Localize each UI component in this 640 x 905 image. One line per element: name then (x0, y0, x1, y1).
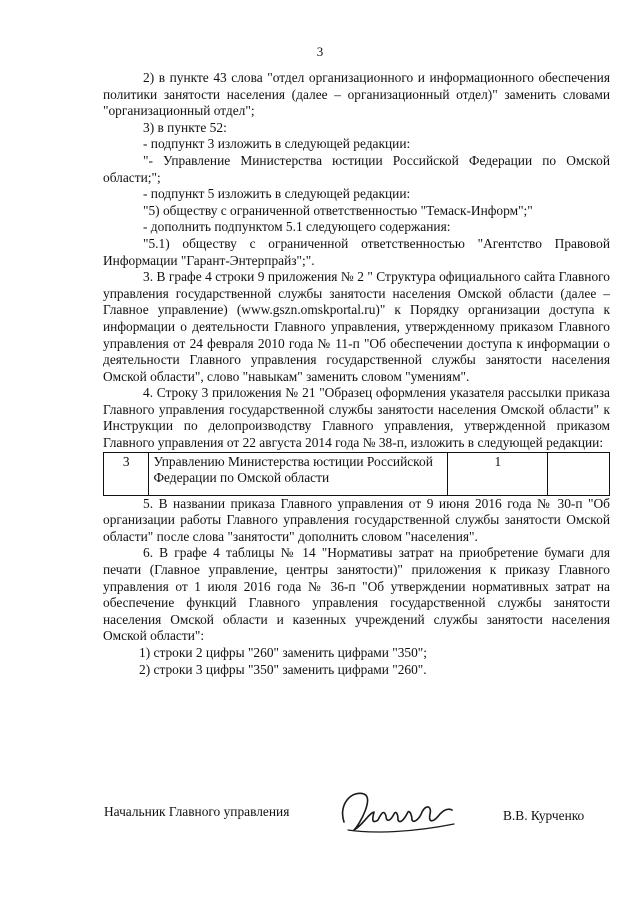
paragraph-subpoint-51-text: "5.1) обществу с ограниченной ответственностью "Агентство Правовой Информации "Гарант-Энтерпрайз";". (103, 235, 610, 268)
paragraph-subpoint-5: - подпункт 5 изложить в следующей редакции: (143, 186, 411, 202)
table-cell-recipient: Управлению Министерства юстиции Российской Федерации по Омской области (149, 452, 448, 495)
distribution-table (103, 452, 610, 496)
paragraph-subpoint-3: - подпункт 3 изложить в следующей редакции: (143, 136, 411, 152)
signature-block (0, 800, 640, 860)
table-cell-number: 3 (104, 452, 149, 495)
table-cell-copies: 1 (448, 452, 548, 495)
paragraph-6-item-2: 2) строки 3 цифры "350" заменить цифрами "260". (139, 661, 427, 677)
signature-icon (334, 784, 464, 844)
paragraph-6: 6. В графе 4 таблицы № 14 "Нормативы затрат на приобретение бумаги для печати (Главное управление, центры занятости)" приложения к приказу Главного управления от 1 июля 2016 года № 36-п "Об утверждении нормативных затрат на обеспечение функций Главного управления государственной службы занятости населения Омской области и казенных учреждений службы занятости населения Омской области": (103, 545, 610, 644)
paragraph-subpoint-5-text: "5) обществу с ограниченной ответственностью "Темаск-Информ";" (143, 202, 533, 218)
paragraph-point-52: 3) в пункте 52: (143, 119, 227, 135)
document-body (103, 70, 610, 678)
paragraph-6-item-1: 1) строки 2 цифры "260" заменить цифрами "350"; (139, 645, 427, 660)
paragraph-4: 4. Строку 3 приложения № 21 "Образец оформления указателя рассылки приказа Главного управления государственной службы занятости населения Омской области" к Инструкции по делопроизводству Главного управления, утвержденной приказом Главного управления от 22 августа 2014 года № 38-п, изложить в следующей редакции: (103, 385, 610, 451)
table-row (104, 452, 610, 495)
signatory-name: В.В. Курченко (503, 808, 585, 823)
table-cell-empty (548, 452, 610, 495)
paragraph-5: 5. В названии приказа Главного управления от 9 июня 2016 года № 30-п "Об организации работы Главного управления государственной службы занятости Омской области" после слова "занятости" дополнить словом "населения". (103, 495, 610, 544)
signatory-position: Начальник Главного управления (104, 804, 290, 819)
paragraph-subpoint-3-text: "- Управление Министерства юстиции Российской Федерации по Омской области;"; (103, 152, 610, 185)
paragraph-item-2: 2) в пункте 43 слова "отдел организационного и информационного обеспечения политики занятости населения (далее – организационный отдел)" заменить словами "организационный отдел"; (103, 70, 610, 119)
page-number: 3 (316, 44, 324, 59)
paragraph-3: 3. В графе 4 строки 9 приложения № 2 " Структура официального сайта Главного управления государственной службы занятости населения Омской области (далее – Главное управление) (www.gszn.omskportal.ru)" к Порядку организации доступа к информации о деятельности Главного управления, утвержденному приказом Главного управления от 24 февраля 2010 года № 11-п "Об обеспечении доступа к информации о деятельности Главного управления государственной службы занятости населения Омской области", слово "навыкам" заменить словом "умениям". (103, 269, 610, 384)
paragraph-subpoint-51: - дополнить подпунктом 5.1 следующего содержания: (143, 219, 451, 235)
